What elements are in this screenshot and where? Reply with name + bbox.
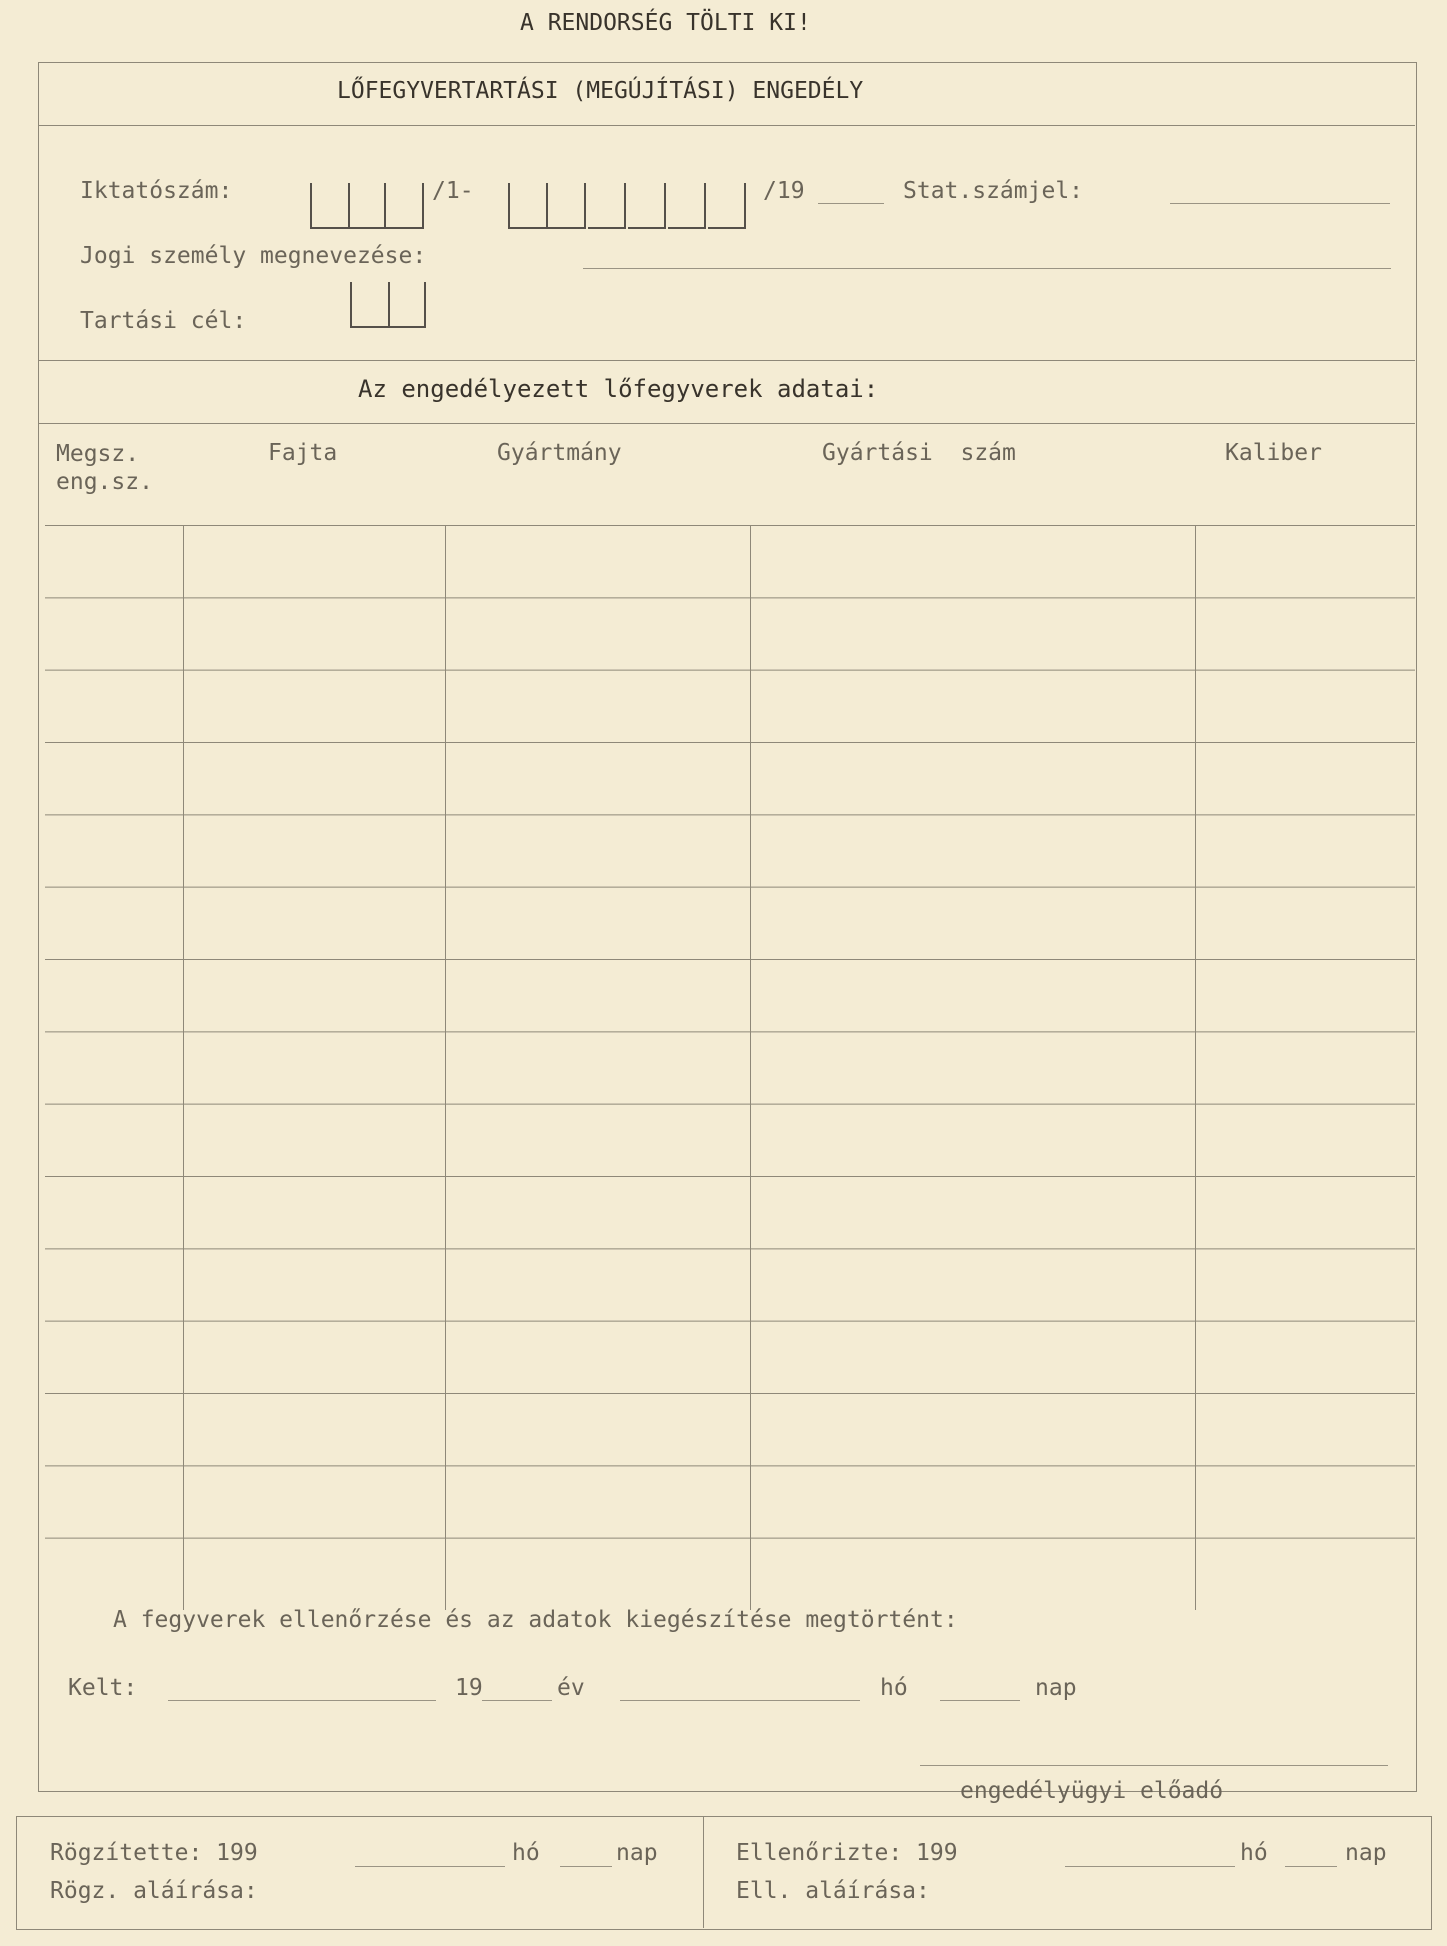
rogzitette-label: Rögzítette: 199: [50, 1840, 258, 1866]
rogz-alairas-label: Rögz. aláírása:: [50, 1878, 258, 1904]
jogi-label: Jogi személy megnevezése:: [80, 243, 427, 269]
kelt-ev: év: [557, 1675, 585, 1701]
kelt-year-prefix: 19: [455, 1675, 483, 1701]
kelt-day-field[interactable]: [940, 1700, 1020, 1701]
col-header-gyartasi-szam: Gyártási szám: [822, 440, 1016, 466]
ellenorizte-label: Ellenőrizte: 199: [736, 1840, 958, 1866]
ell-month-field[interactable]: [1065, 1866, 1235, 1867]
kelt-nap: nap: [1035, 1675, 1077, 1701]
heading-divider: [38, 423, 1415, 424]
kelt-place-field[interactable]: [168, 1700, 436, 1701]
footer-box: [16, 1816, 1432, 1930]
col-header-gyartmany: Gyártmány: [497, 440, 622, 466]
weapons-table-grid[interactable]: [45, 525, 1415, 1610]
ell-day-field[interactable]: [1285, 1866, 1337, 1867]
ell-alairas-label: Ell. aláírása:: [736, 1878, 930, 1904]
title-divider: [38, 125, 1415, 126]
ell-nap: nap: [1345, 1840, 1387, 1866]
rogz-month-field[interactable]: [355, 1866, 505, 1867]
kelt-label: Kelt:: [68, 1675, 138, 1701]
top-notice: A RENDORSÉG TÖLTI KI!: [520, 10, 811, 36]
rogz-ho: hó: [512, 1840, 540, 1866]
col-header-kaliber: Kaliber: [1225, 440, 1322, 466]
kelt-month-field[interactable]: [620, 1700, 860, 1701]
tartasi-label: Tartási cél:: [80, 308, 247, 334]
weapons-heading: Az engedélyezett lőfegyverek adatai:: [358, 375, 879, 403]
iktatoszam-label: Iktatószám:: [80, 178, 233, 204]
year-prefix: /19: [763, 178, 805, 204]
kelt-ho: hó: [880, 1675, 908, 1701]
form-title: LŐFEGYVERTARTÁSI (MEGÚJÍTÁSI) ENGEDÉLY: [337, 78, 864, 104]
col-header-fajta: Fajta: [268, 440, 338, 466]
year-field[interactable]: [818, 203, 884, 204]
verification-statement: A fegyverek ellenőrzése és az adatok kiegészítése megtörtént:: [113, 1607, 958, 1633]
ell-ho: hó: [1240, 1840, 1268, 1866]
iktatoszam-separator: /1-: [432, 178, 474, 204]
signature-caption: engedélyügyi előadó: [960, 1778, 1224, 1804]
jogi-field[interactable]: [583, 268, 1391, 269]
signature-line[interactable]: [920, 1765, 1388, 1766]
stat-field[interactable]: [1170, 203, 1390, 204]
stat-label: Stat.számjel:: [903, 178, 1084, 204]
section-divider: [38, 360, 1415, 361]
col-header-megsz: Megsz. eng.sz.: [56, 441, 153, 495]
rogz-day-field[interactable]: [560, 1866, 612, 1867]
kelt-year-field[interactable]: [482, 1700, 552, 1701]
rogz-nap: nap: [616, 1840, 658, 1866]
footer-divider: [703, 1816, 704, 1928]
